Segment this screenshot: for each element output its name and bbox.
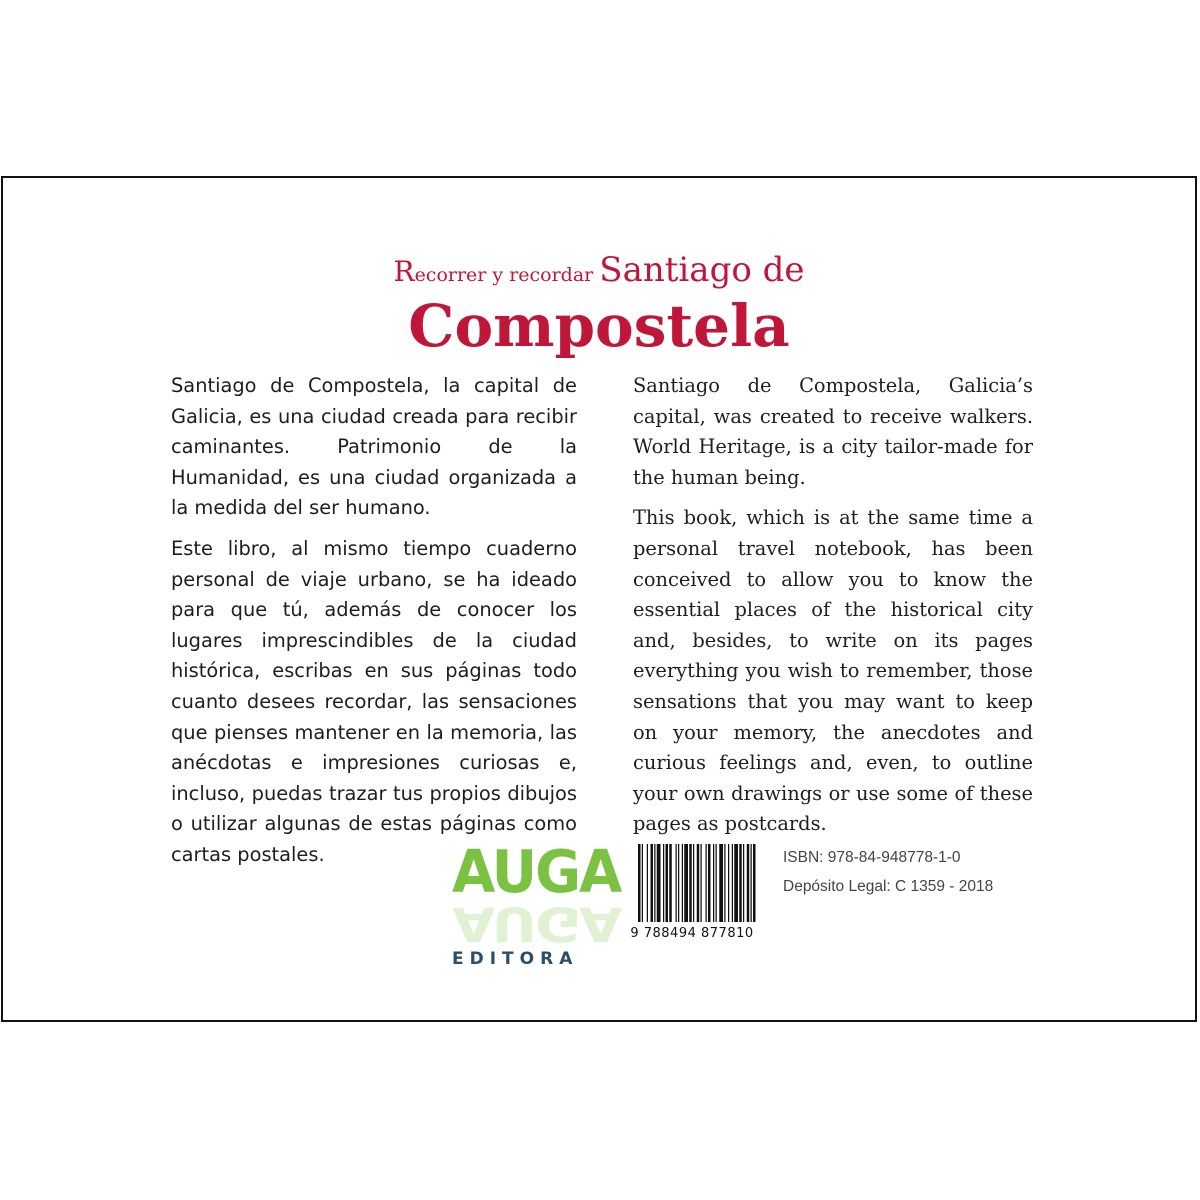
barcode-bar (743, 844, 744, 922)
barcode-bar (739, 844, 742, 922)
title-compostela: Compostela (408, 292, 790, 360)
barcode-bar (693, 844, 694, 922)
barcode-bar (713, 844, 714, 922)
publication-info (783, 843, 993, 901)
barcode-bar (732, 844, 733, 922)
barcode-bar (728, 844, 729, 922)
title-line-1 (3, 250, 1195, 290)
english-description (633, 371, 1033, 840)
spanish-paragraph: Este libro, al mismo tiempo cuaderno personal de viaje urbano, se ha ideado para que tú, además de conocer los lugares imprescindibles de la ciudad histórica, escribas en sus páginas todo cuanto desees recordar, las sensaciones que pienses mantener en la memoria, las anécdotas e impresiones curiosas e, incluso, puedas trazar tus propios dibujos o utilizar algunas de estas páginas como cartas postales. (171, 536, 577, 866)
english-paragraph: This book, which is at the same time a personal travel notebook, has been conceived to allow you to know the essential places of the historical city and, besides, to write on its pages everything you wish to remember, those sensations that you may want to keep on your memory, the anecdotes and curious feelings and, even, to outline your own drawings or use some of these pages as postcards. (633, 506, 1033, 836)
logo-reflection: AUGA (452, 895, 621, 952)
book-back-cover (1, 176, 1197, 1022)
barcode-bar (654, 844, 655, 922)
barcode-bar (734, 844, 738, 922)
title-initial: R (393, 255, 415, 288)
barcode-bar (689, 844, 692, 922)
barcode-bar (638, 844, 641, 922)
barcode-bars (622, 844, 762, 928)
barcode-bar (678, 844, 679, 922)
barcode-bar (663, 844, 664, 922)
logo-subtitle: EDITORA (452, 949, 579, 969)
isbn-barcode (622, 844, 762, 944)
barcode-bar (716, 844, 717, 922)
barcode-bar (753, 844, 756, 922)
auga-editora-logo (452, 838, 621, 973)
barcode-bar (701, 844, 702, 922)
barcode-bar (706, 844, 707, 922)
barcode-bar (666, 844, 669, 922)
english-paragraph: Santiago de Compostela, Galicia’s capital, was created to receive walkers. World Heritage, is a city tailor-made for the human being. (633, 374, 1033, 489)
barcode-bar (669, 844, 672, 922)
title-santiago: Santiago (599, 250, 752, 290)
barcode-bar (708, 844, 711, 922)
barcode-number: 9 788494 877810 (630, 926, 754, 941)
barcode-bar (697, 844, 700, 922)
spanish-paragraph: Santiago de Compostela, la capital de Galicia, es una ciudad creada para recibir caminantes. Patrimonio de la Humanidad, es una ciudad organizada a la medida del ser humano. (171, 374, 577, 520)
logo-wordmark: AUGA (452, 838, 621, 907)
barcode-bar (682, 844, 683, 922)
barcode-bar (747, 844, 750, 922)
barcode-bar (719, 844, 723, 922)
book-title (3, 250, 1195, 360)
isbn-text: ISBN: 978-84-948778-1-0 (783, 849, 961, 866)
title-small-text: ecorrer y recordar (414, 264, 600, 286)
barcode-bar (642, 844, 643, 922)
deposito-legal-text: Depósito Legal: C 1359 - 2018 (783, 878, 994, 895)
barcode-bar (657, 844, 661, 922)
barcode-bar (751, 844, 752, 922)
spanish-description (171, 371, 577, 871)
barcode-bar (676, 844, 677, 922)
title-de: de (751, 250, 805, 290)
barcode-bar (647, 844, 648, 922)
barcode-bar (724, 844, 725, 922)
barcode-bar (651, 844, 654, 922)
barcode-bar (684, 844, 688, 922)
